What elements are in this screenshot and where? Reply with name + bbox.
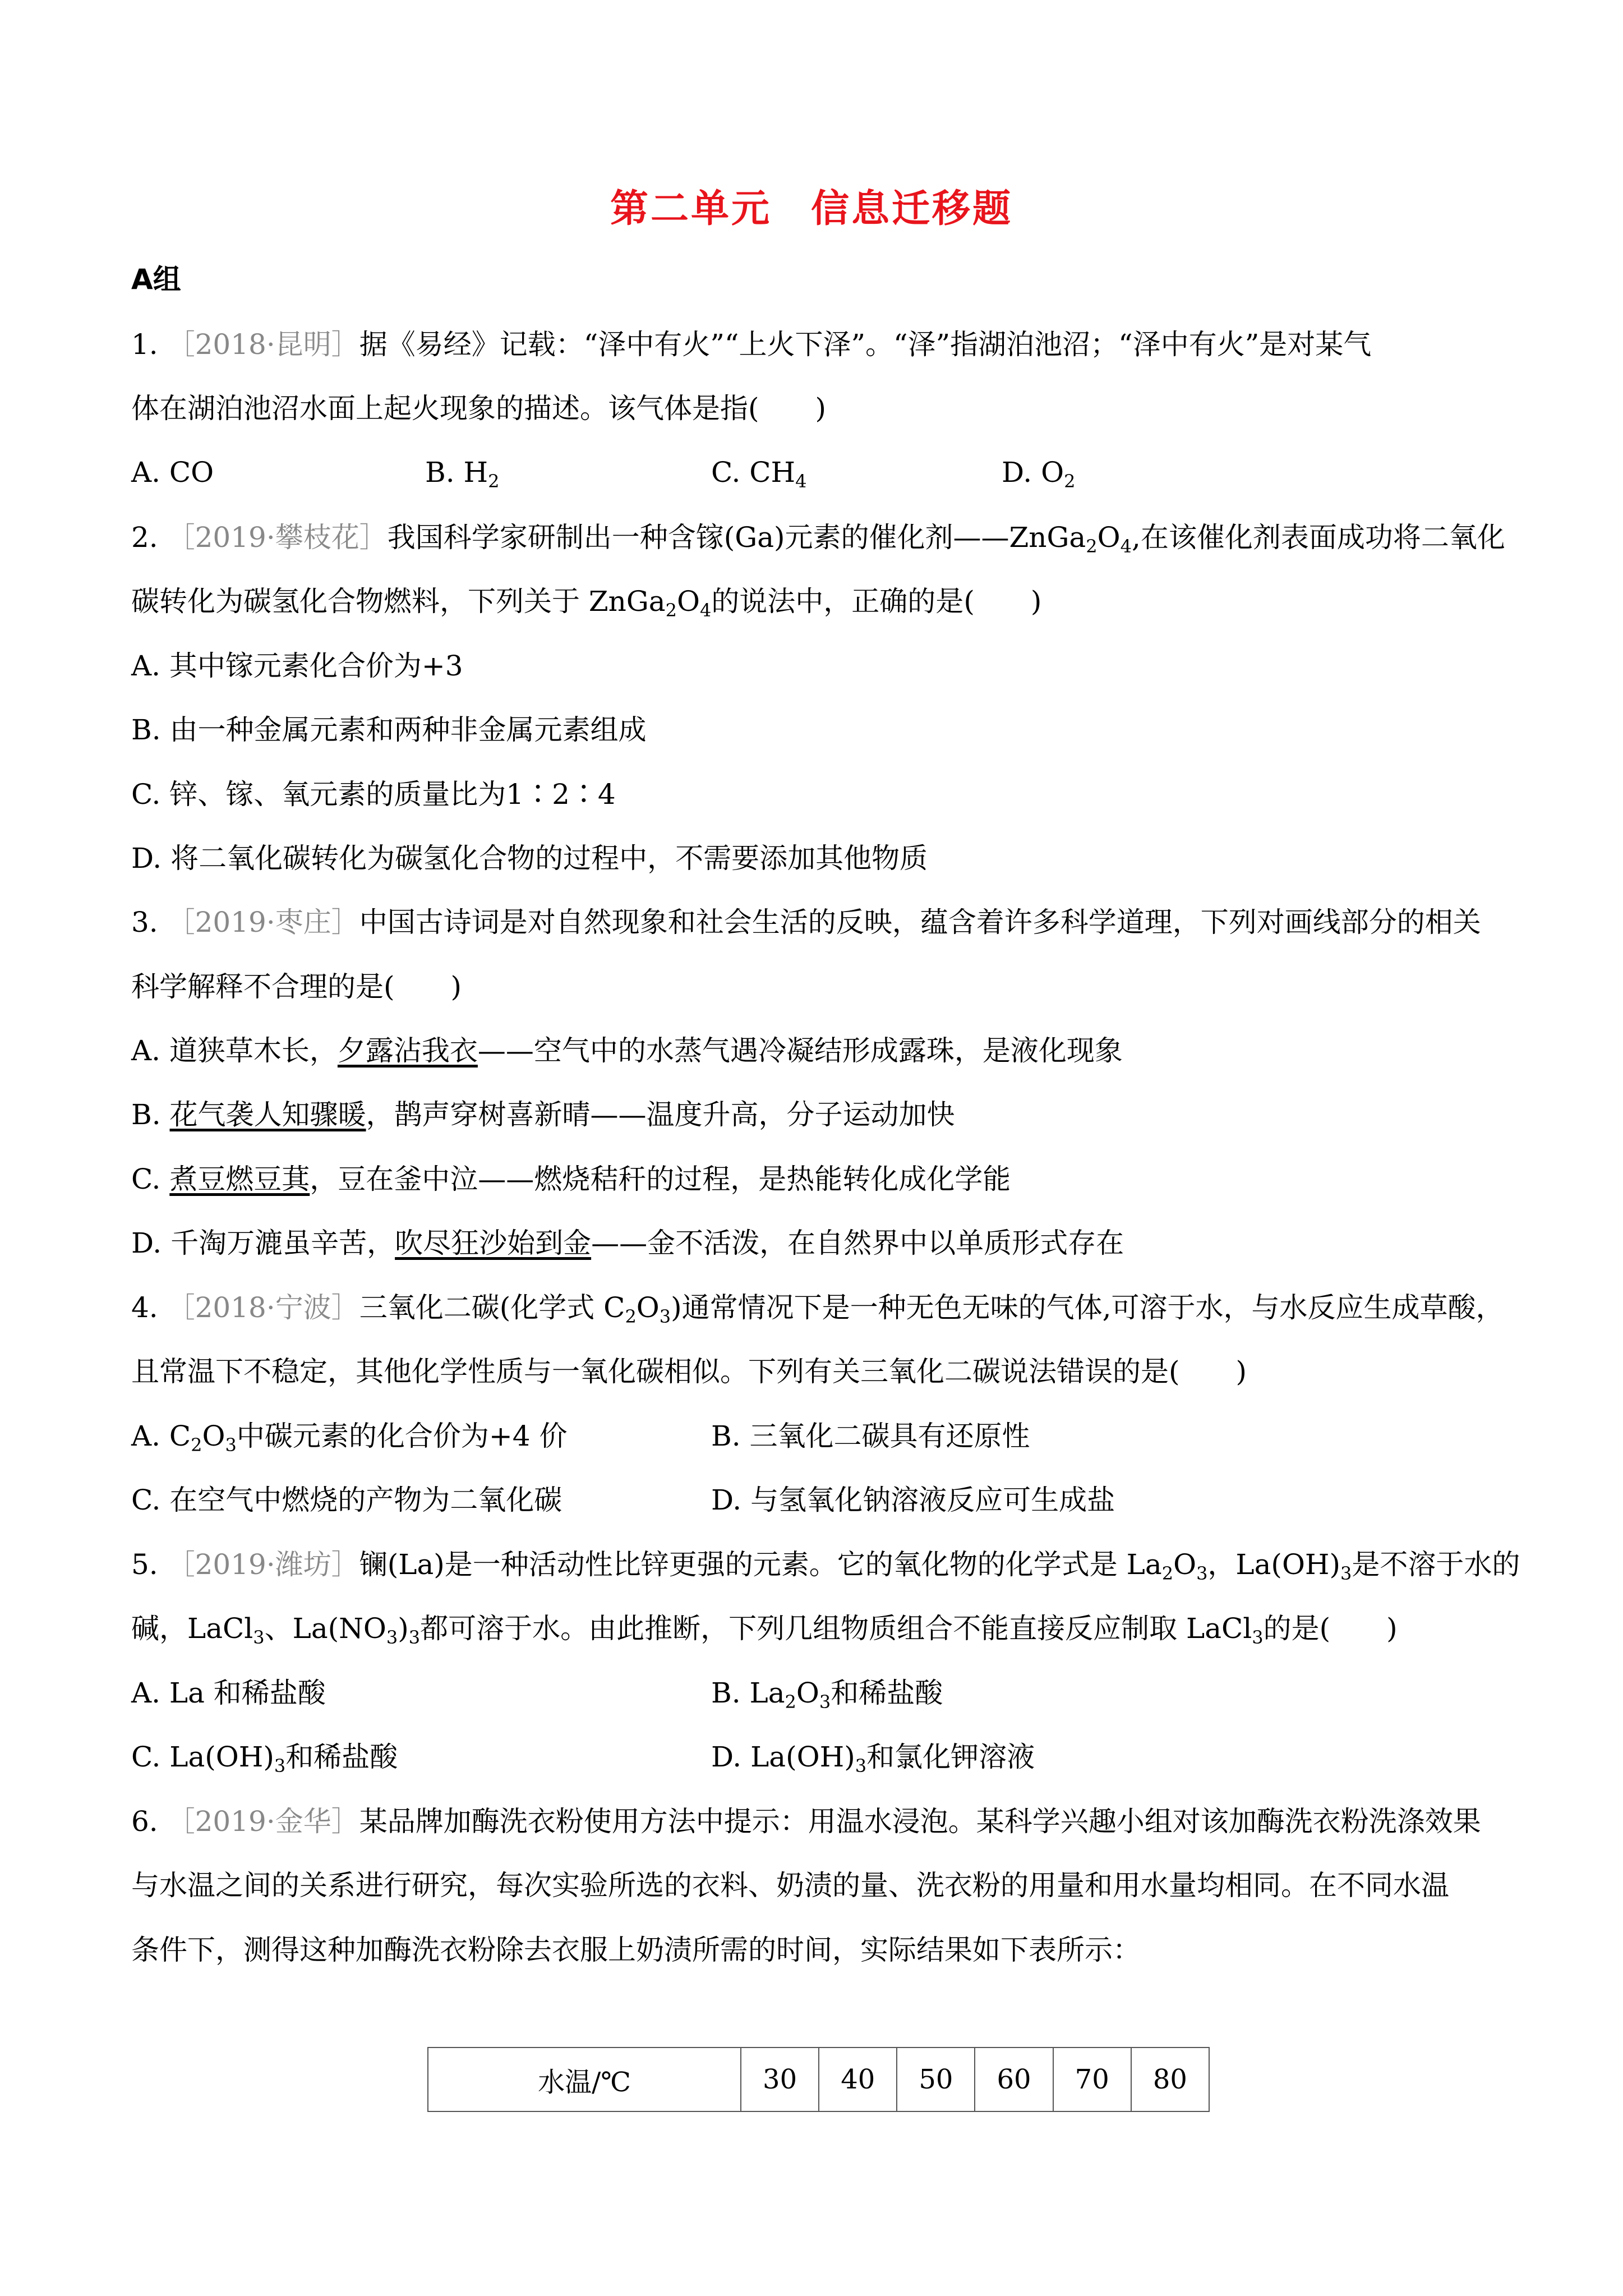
q5-option-a: A. La 和稀盐酸 <box>131 1677 326 1709</box>
q4-option-c: C. 在空气中燃烧的产物为二氧化碳 <box>131 1484 562 1516</box>
q4-option-d: D. 与氢氧化钠溶液反应可生成盐 <box>711 1484 1115 1516</box>
question-2-line-2: 碳转化为碳氢化合物燃料，下列关于 $ZnGa_2O_4$的说法中，正确的是( ) <box>131 585 1042 621</box>
question-5-line-1: 5. ［2019·潍坊］镧(La)是一种活动性比锌更强的元素。它的氧化物的化学式是 $La_2O_3$，$La(OH)_3$是不溶于水的 <box>131 1548 1520 1584</box>
q2-option-c: C. 锌、镓、氧元素的质量比为1∶2∶4 <box>131 778 616 811</box>
question-6-line-1: 6. ［2019·金华］某品牌加酶洗衣粉使用方法中提示：用温水浸泡。某科学兴趣小组对该加酶洗衣粉洗涤效果 <box>131 1805 1481 1838</box>
group-label: A组 <box>131 263 181 296</box>
q3-option-b: B. 花气袭人知骤暖，鹊声穿树喜新晴——温度升高，分子运动加快 <box>131 1098 955 1131</box>
q5-option-c: C. $La(OH)_3$和稀盐酸 <box>131 1741 398 1777</box>
table-cell: 30 <box>741 2047 819 2111</box>
q2-option-d: D. 将二氧化碳转化为碳氢化合物的过程中，不需要添加其他物质 <box>131 842 928 875</box>
question-6-line-3: 条件下，测得这种加酶洗衣粉除去衣服上奶渍所需的时间，实际结果如下表所示： <box>131 1934 1141 1966</box>
question-5-line-2: 碱，LaCl$_3$、$La(NO_3)_3$都可溶于水。由此推断，下列几组物质组合不能直接反应制取 LaCl$_3$的是( ) <box>131 1612 1398 1648</box>
q1-option-b: B. $H_2$ <box>425 456 500 492</box>
question-2-line-1: 2. ［2019·攀枝花］我国科学家研制出一种含镓(Ga)元素的催化剂$——ZnGa_2O_4$,在该催化剂表面成功将二氧化 <box>131 521 1505 557</box>
q1-option-a: A. CO <box>131 456 214 489</box>
question-2-source: ［2019·攀枝花］ <box>167 521 388 554</box>
q3-option-a: A. 道狭草木长，夕露沾我衣——空气中的水蒸气遇冷凝结形成露珠，是液化现象 <box>131 1034 1123 1067</box>
question-1-source: ［2018·昆明］ <box>167 328 359 361</box>
q5-option-d: D. $La(OH)_3$和氯化钾溶液 <box>711 1741 1035 1777</box>
question-5-source: ［2019·潍坊］ <box>167 1548 359 1581</box>
table-cell: 60 <box>975 2047 1053 2111</box>
question-4-line-1: 4. ［2018·宁波］三氧化二碳(化学式 $C_2O_3$)通常情况下是一种无色无味的气体,可溶于水，与水反应生成草酸， <box>131 1291 1504 1327</box>
q2-option-b: B. 由一种金属元素和两种非金属元素组成 <box>131 714 647 746</box>
water-temp-table <box>427 2047 1210 2112</box>
title-part-2: 信息迁移题 <box>811 187 1013 231</box>
question-3-line-1: 3. ［2019·枣庄］中国古诗词是对自然现象和社会生活的反映，蕴含着许多科学道理，下列对画线部分的相关 <box>131 906 1481 938</box>
q4-option-b: B. 三氧化二碳具有还原性 <box>711 1420 1030 1452</box>
question-3-line-2: 科学解释不合理的是( ) <box>131 970 462 1003</box>
question-3-source: ［2019·枣庄］ <box>167 906 359 938</box>
question-6-source: ［2019·金华］ <box>167 1805 359 1838</box>
question-1-line-1: 1. ［2018·昆明］据《易经》记载：“泽中有火”“上火下泽”。“泽”指湖泊池沼；“泽中有火”是对某气 <box>131 328 1372 361</box>
table-cell: 50 <box>897 2047 975 2111</box>
title-part-1: 第二单元 <box>610 187 772 231</box>
question-6-line-2: 与水温之间的关系进行研究，每次实验所选的衣料、奶渍的量、洗衣粉的用量和用水量均相同。在不同水温 <box>131 1869 1449 1902</box>
q2-option-a: A. 其中镓元素化合价为+3 <box>131 650 463 682</box>
table-cell: 80 <box>1131 2047 1209 2111</box>
q1-option-c: C. $CH_4$ <box>711 456 807 492</box>
q1-option-d: D. $O_2$ <box>1002 456 1076 492</box>
table-header-cell: 水温/℃ <box>428 2047 741 2111</box>
table-cell: 70 <box>1053 2047 1131 2111</box>
q3-option-d: D. 千淘万漉虽辛苦，吹尽狂沙始到金——金不活泼，在自然界中以单质形式存在 <box>131 1227 1124 1259</box>
question-1-line-2: 体在湖泊池沼水面上起火现象的描述。该气体是指( ) <box>131 392 827 425</box>
table-row <box>428 2047 1209 2111</box>
page-title <box>0 178 1623 233</box>
answer-blank: ( ) <box>748 392 827 425</box>
question-4-line-2: 且常温下不稳定，其他化学性质与一氧化碳相似。下列有关三氧化二碳说法错误的是( ) <box>131 1355 1247 1388</box>
question-4-source: ［2018·宁波］ <box>167 1291 359 1324</box>
q3-option-c: C. 煮豆燃豆萁，豆在釜中泣——燃烧秸秆的过程，是热能转化成化学能 <box>131 1163 1011 1195</box>
q4-option-a: A. $C_2O_3$中碳元素的化合价为+4 价 <box>131 1420 568 1456</box>
q5-option-b: B. $La_2O_3$和稀盐酸 <box>711 1677 943 1713</box>
table-cell: 40 <box>819 2047 897 2111</box>
